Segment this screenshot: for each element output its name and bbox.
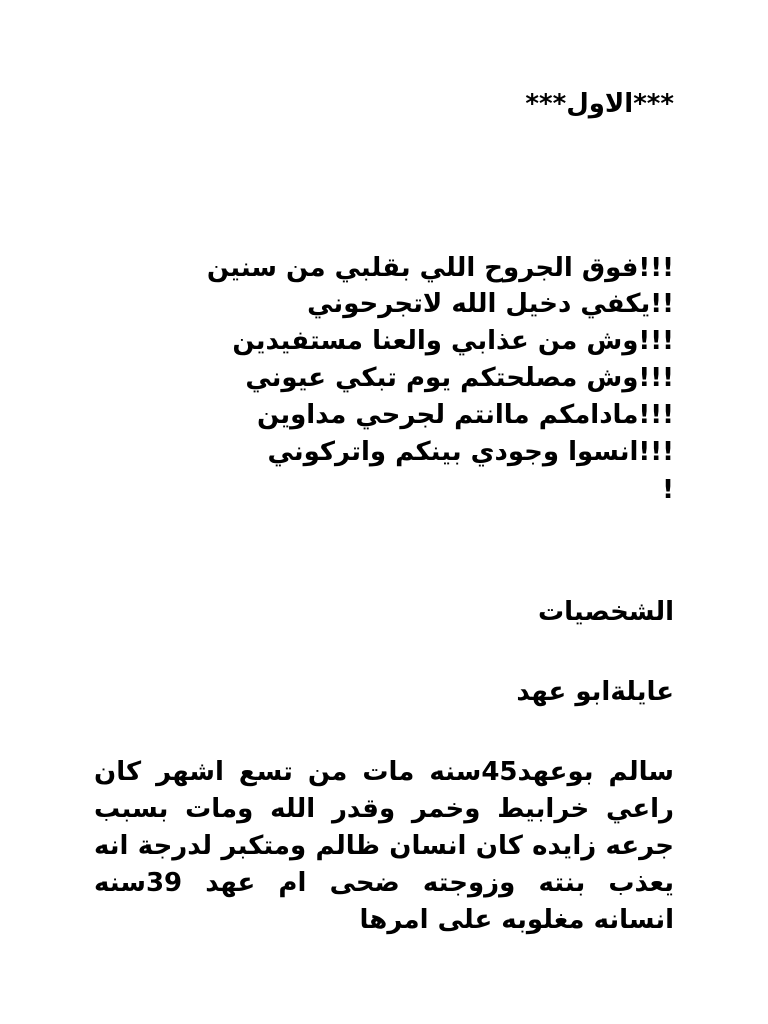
poem-line: !!!فوق الجروح اللي بقلبي من سنين [206, 253, 674, 283]
poem-line: !!!مادامكم ماانتم لجرحي مداوين [256, 400, 674, 430]
poem-line: !!يكفي دخيل الله لاتجرحوني [307, 289, 674, 319]
characters-title: الشخصيات [538, 597, 674, 627]
family-title: عايلةابو عهد [516, 677, 674, 707]
character-description: سالم بوعهد45سنه مات من تسع اشهر كان راعي خرابيط وخمر وقدر الله ومات بسبب جرعه زايده كان انسان ظالم ومتكبر لدرجة انه يعذب بنته وزوجته ضحى ام عهد 39سنه انسانه مغلوبه على امرها [94, 757, 674, 935]
poem-line: ! [662, 475, 674, 505]
poem-line: !!!وش من عذابي والعنا مستفيدين [232, 326, 674, 356]
poem-line: !!!وش مصلحتكم يوم تبكي عيوني [245, 363, 674, 393]
chapter-heading: ***الاول*** [525, 89, 674, 119]
poem-line: !!!انسوا وجودي بينكم واتركوني [267, 437, 674, 467]
